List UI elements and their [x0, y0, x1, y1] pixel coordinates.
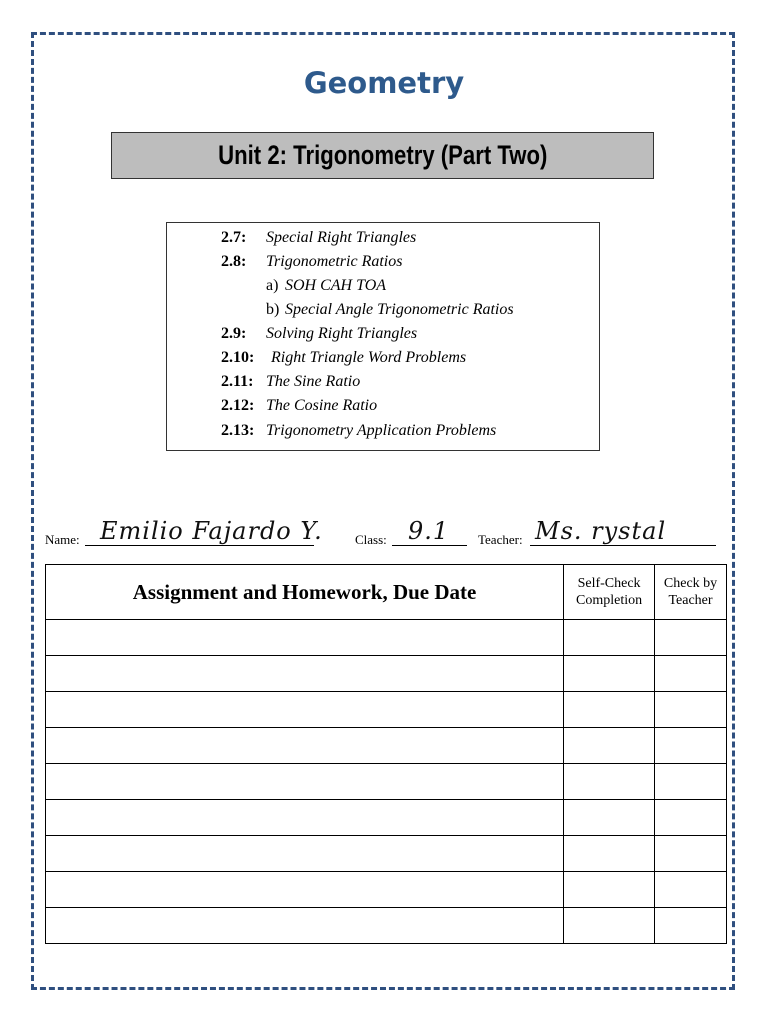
toc-number: 2.12: [221, 397, 255, 414]
table-row [46, 728, 727, 764]
toc-sub-title: Special Angle Trigonometric Ratios [285, 301, 514, 318]
teacher-label: Teacher: [478, 532, 523, 547]
toc-number: 2.7: [221, 229, 247, 246]
table-row [46, 872, 727, 908]
assignment-cell[interactable] [46, 836, 564, 872]
self-check-cell[interactable] [564, 908, 655, 944]
assignment-cell[interactable] [46, 692, 564, 728]
toc-title: Right Triangle Word Problems [271, 349, 467, 366]
self-check-cell[interactable] [564, 656, 655, 692]
toc-title: Trigonometric Ratios [266, 253, 403, 270]
toc-title: Trigonometry Application Problems [266, 422, 497, 439]
table-row [46, 800, 727, 836]
toc-sub-prefix: a) [266, 277, 279, 294]
table-of-contents [166, 222, 600, 451]
teacher-value: Ms. rystal [535, 517, 667, 545]
teacher-check-header: Check by Teacher [655, 565, 727, 620]
teacher-check-cell[interactable] [655, 728, 727, 764]
name-line[interactable] [85, 545, 314, 546]
self-check-header: Self-Check Completion [564, 565, 655, 620]
self-check-cell[interactable] [564, 692, 655, 728]
table-row [46, 656, 727, 692]
toc-sub-prefix: b) [266, 301, 280, 318]
table-header-row [46, 565, 727, 620]
teacher-check-cell[interactable] [655, 692, 727, 728]
assignment-cell[interactable] [46, 908, 564, 944]
class-value: 9.1 [408, 517, 450, 545]
assignment-header: Assignment and Homework, Due Date [46, 565, 564, 620]
teacher-check-cell[interactable] [655, 800, 727, 836]
assignment-table [45, 564, 727, 944]
class-line[interactable] [392, 545, 467, 546]
self-check-cell[interactable] [564, 800, 655, 836]
self-check-cell[interactable] [564, 728, 655, 764]
table-row [46, 692, 727, 728]
self-check-cell[interactable] [564, 836, 655, 872]
name-label: Name: [45, 532, 80, 547]
teacher-check-cell[interactable] [655, 620, 727, 656]
unit-heading-box [111, 132, 654, 179]
toc-number: 2.13: [221, 422, 255, 439]
name-value: Emilio Fajardo Y. [100, 517, 323, 545]
teacher-check-cell[interactable] [655, 764, 727, 800]
teacher-check-cell[interactable] [655, 908, 727, 944]
table-row [46, 836, 727, 872]
teacher-check-cell[interactable] [655, 872, 727, 908]
assignment-cell[interactable] [46, 872, 564, 908]
assignment-cell[interactable] [46, 656, 564, 692]
teacher-check-cell[interactable] [655, 836, 727, 872]
assignment-cell[interactable] [46, 728, 564, 764]
toc-title: The Cosine Ratio [266, 397, 378, 414]
toc-title: Solving Right Triangles [266, 325, 418, 342]
class-label: Class: [355, 532, 387, 547]
table-row [46, 908, 727, 944]
toc-number: 2.8: [221, 253, 247, 270]
self-check-cell[interactable] [564, 872, 655, 908]
self-check-cell[interactable] [564, 620, 655, 656]
assignment-cell[interactable] [46, 764, 564, 800]
unit-heading: Unit 2: Trigonometry (Part Two) [217, 140, 548, 170]
toc-title: Special Right Triangles [266, 229, 417, 246]
toc-number: 2.10: [221, 349, 255, 366]
teacher-check-cell[interactable] [655, 656, 727, 692]
table-row [46, 620, 727, 656]
toc-number: 2.9: [221, 325, 247, 342]
toc-title: The Sine Ratio [266, 373, 361, 390]
self-check-cell[interactable] [564, 764, 655, 800]
assignment-cell[interactable] [46, 620, 564, 656]
toc-sub-title: SOH CAH TOA [285, 277, 387, 294]
toc-number: 2.11: [221, 373, 254, 390]
table-row [46, 764, 727, 800]
teacher-line[interactable] [530, 545, 716, 546]
page-title: Geometry [303, 66, 465, 100]
assignment-cell[interactable] [46, 800, 564, 836]
